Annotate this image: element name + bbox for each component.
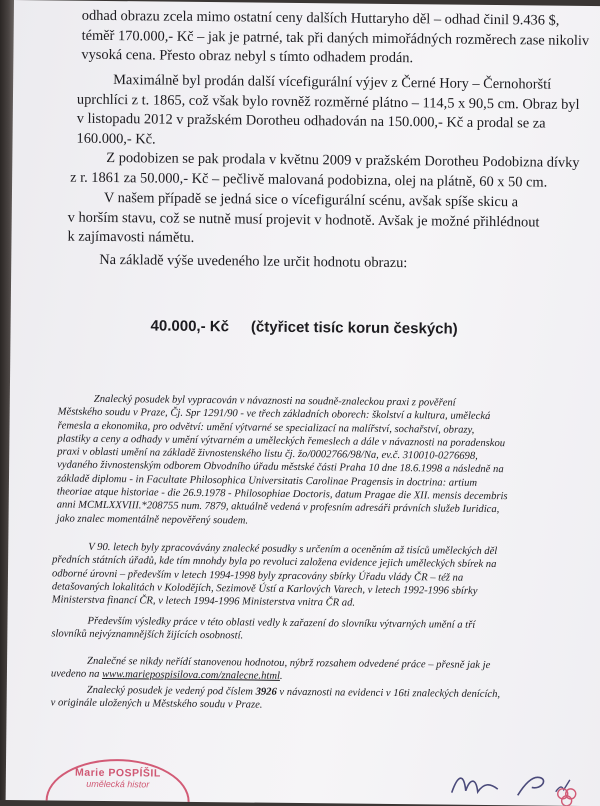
paragraph-our-case xyxy=(67,189,539,253)
text-line: vysoká cena. Přesto obraz nebyl s tímto odhadem prodán. xyxy=(81,46,414,67)
note-line: Znalecký posudek byl vypracován v návaznosti na soudně-znaleckou praxi z pověření xyxy=(93,393,456,409)
register-note xyxy=(51,683,501,714)
note-line: řemesla a ekonomika, pro odvětví: umění výtvarné se specializací na malířství, sochařství, obrazy, xyxy=(57,420,475,436)
note-line: Ministerstva financí ČR, v letech 1994-1996 Ministerstva vnitra ČR ad. xyxy=(51,594,356,609)
note-line: odborné úrovni – především v letech 1994-1998 byly zpracovány sbírky Úřadu vlády ČR – též na xyxy=(51,568,464,584)
text-line: Z podobizen se pak prodala v květnu 2009 v pražském Dorotheu Podobizna dívky xyxy=(106,149,580,171)
text-line: v listopadu 2012 v pražském Dorotheu odhadován na 150.000,- Kč a prodal se za xyxy=(76,110,546,132)
note-text: v návaznosti na evidenci v 16ti znaleckých denících, xyxy=(276,686,501,701)
website-link[interactable]: www.mariepospisilova.com/znalecne.html xyxy=(102,669,281,683)
note-text: . xyxy=(279,671,283,683)
note-line: slovníků nejvýznamnějších žijících osobností. xyxy=(51,628,244,642)
paragraph-portrait xyxy=(70,149,580,194)
text-line: k zajímavosti námětu. xyxy=(67,228,195,247)
expert-history-note xyxy=(52,540,498,611)
note-line: předních státních úřadů, kde tím mnohdy byla po revoluci založena evidence jejich uměleckých sbírek na xyxy=(52,554,497,571)
note-text: Znalecký posudek je vedený pod číslem xyxy=(86,684,256,698)
dictionary-note xyxy=(51,614,475,645)
valuation-amount: 40.000,- Kč xyxy=(150,317,230,336)
report-number: 3926 xyxy=(255,686,277,698)
text-line: Maximálně byl prodán další vícefigurální výjev z Černé Hory – Černohorští xyxy=(113,72,552,93)
text-line: téměř 170.000,- Kč – jak je patrné, tak při daných mimořádných rozměrech zase nikoliv xyxy=(81,27,590,49)
note-line: Znalečné se nikdy neřídí stanovenou hodnotou, nýbrž rozsahem odvedené práce – přesně jak je xyxy=(87,655,491,672)
valuation-result xyxy=(151,317,458,337)
note-line: plastiky a ceny a odhady v umění výtvarném a uměleckých řemeslech a dále v návaznosti na poradenskou xyxy=(57,433,506,450)
note-line: theoriae atque historiae - die 26.9.1978 - Philosophiae Doctoris, datum Pragae die XII. mensis decembris xyxy=(56,486,508,503)
text-line: V našem případě se jedná sice o vícefigurální scénu, avšak spíše skicu a xyxy=(103,189,519,211)
note-line: anni MCMLXXVIII.*208755 num. 7879, aktuálně vedená v profesním adresáři právních služeb Iuridica, xyxy=(56,499,500,516)
note-text: uvedeno na xyxy=(50,668,103,681)
expert-credentials-note xyxy=(57,392,509,530)
document-page xyxy=(6,0,600,806)
text-line: z r. 1861 za 50.000,- Kč – pečlivě malovaná podobizna, olej na plátně, 60 x 50 cm. xyxy=(70,169,548,191)
expert-stamp xyxy=(45,758,190,806)
text-line: 160.000,- Kč. xyxy=(76,130,156,148)
text-line: odhad obrazu zcela mimo ostatní ceny dalších Huttaryho děl – odhad činil 9.436 $, xyxy=(81,7,560,29)
note-line: základě diplomu - in Facultate Philosophica Universitatis Carolinae Pragensis in doctrina: artium xyxy=(56,473,478,489)
note-line: vydaného živnostenským odborem Obvodního úřadu městské části Praha 10 dne 18.6.1998 a následně na xyxy=(57,459,504,476)
note-line: V 90. letech byly zpracovávány znalecké posudky s určením a oceněním až tisíců uměleckých děl xyxy=(88,541,498,558)
note-line: Městského soudu v Praze, Čj. Spr 1291/90 - ve třech základních oborech: školství a kultura, umělecká xyxy=(57,406,491,423)
rosette-mark-icon xyxy=(554,784,582,806)
stamp-name: Marie POSPÍŠIL xyxy=(74,766,161,780)
note-line: Především výsledky práce v této oblasti vedly k zařazení do slovníku výtvarných umění a tří xyxy=(87,615,476,631)
paragraph-huttary xyxy=(81,7,589,71)
stamp-subtitle: umělecká histor xyxy=(86,778,150,790)
fee-note xyxy=(51,654,491,685)
text-line: uprchlíci z t. 1865, což však bylo rovněž rozměrné plátno – 114,5 x 90,5 cm. Obraz byl xyxy=(76,91,580,113)
note-line: jako znalec momentálně nepověřený soudem. xyxy=(56,513,249,527)
paragraph-value-basis: Na základě výše uvedeného lze určit hodnotu obrazu: xyxy=(99,251,408,272)
note-line: detašovaných lokalitách v Kolodějích, Sezimově Ústí a Karlových Varech, v letech 1992-1996 sbírky xyxy=(51,581,478,597)
valuation-in-words: (čtyřicet tisíc korun českých) xyxy=(250,318,458,338)
note-line: praxi v oblasti umění na základě živnostenského listu čj. žo/0002766/98/Na, ev.č. 310010-0276698, xyxy=(57,446,478,463)
paragraph-max-price xyxy=(76,71,579,155)
note-line: v originále uložených u Městského soudu v Praze. xyxy=(50,697,263,711)
text-line: v horším stavu, což se nutně musí projevit v hodnotě. Avšak je možné přihlédnout xyxy=(67,209,540,231)
